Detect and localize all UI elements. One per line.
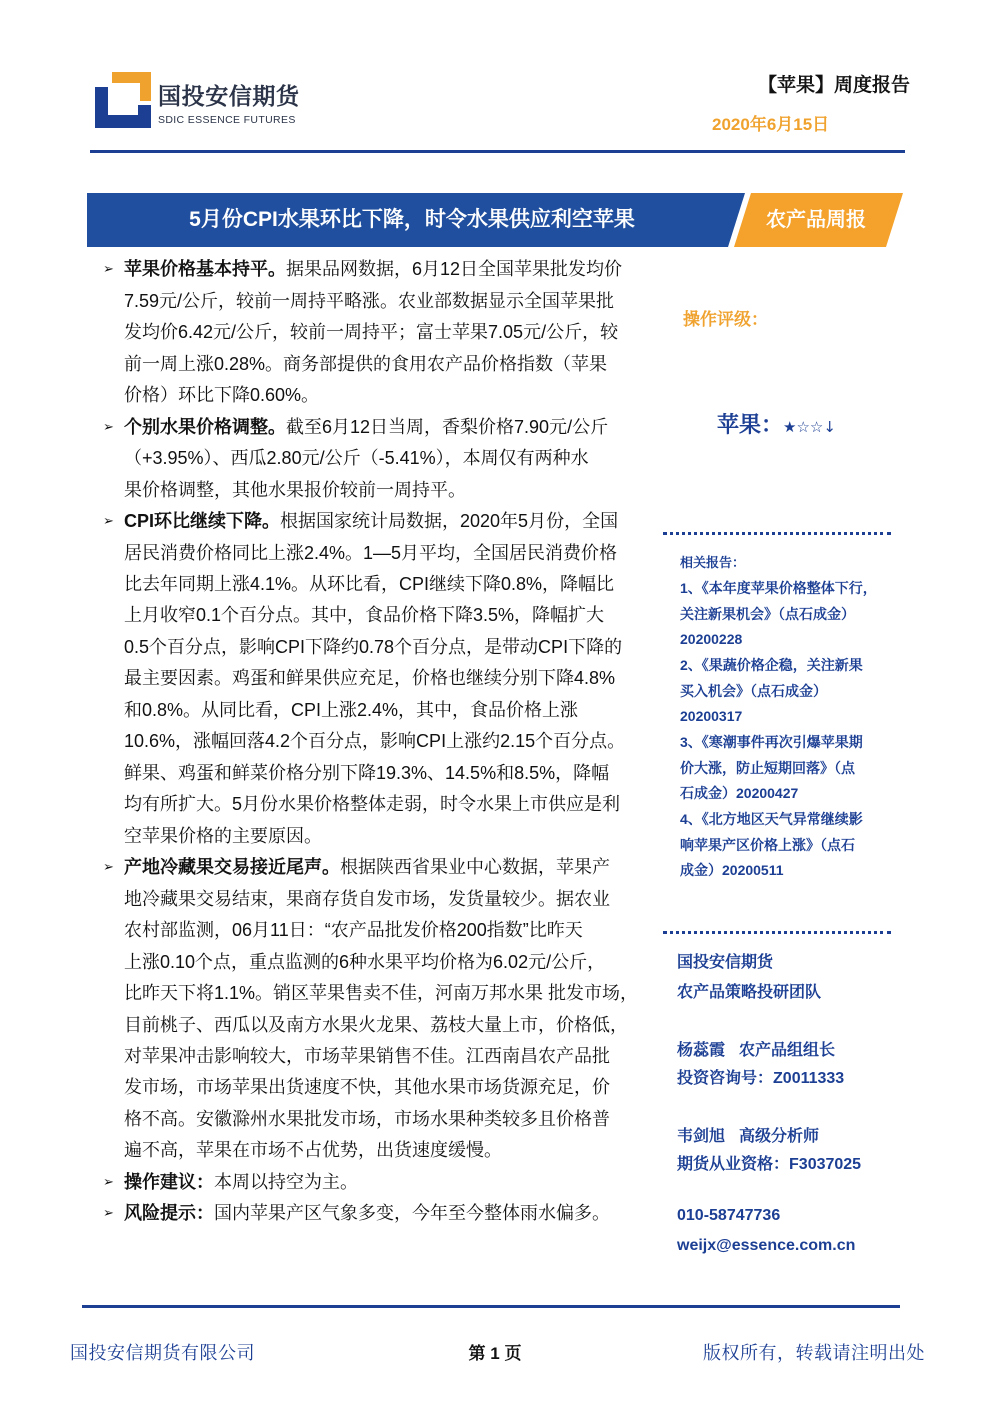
text-line: 发均价6.42元/公斤，较前一周持平；富士苹果7.05元/公斤，较: [124, 322, 619, 343]
credential-number: Z0011333: [773, 1070, 845, 1087]
text-line: 比昨天下将1.1%。销区苹果售卖不佳，河南万邦水果 批发市场，: [124, 983, 639, 1004]
text-line: 最主要因素。鸡蛋和鲜果供应充足，价格也继续分别下降4.8%: [124, 668, 616, 689]
text-line: 格不高。安徽滁州水果批发市场，市场水果种类较多且价格普: [124, 1108, 610, 1129]
text-line: [103, 852, 648, 883]
sidebar-divider: [663, 532, 891, 535]
related-report-item: [680, 807, 905, 884]
report-line: 价大涨，防止短期回落》（点: [680, 759, 855, 776]
text-line: 价格）环比下降0.60%。: [124, 385, 320, 406]
text-line: 均有所扩大。5月份水果价格整体走弱，时令水果上市供应是利: [124, 794, 621, 815]
bullet-lead: 苹果价格基本持平。: [124, 259, 286, 280]
analyst-2-credential: [677, 1154, 861, 1176]
credential-label: 投资咨询号：: [677, 1070, 774, 1087]
text-line: 地冷藏果交易结束，果商存货自发市场，发货量较少。据农业: [124, 888, 610, 909]
text-line: [103, 506, 648, 537]
text-line: [103, 254, 648, 285]
rating-stars: ★☆☆↓: [783, 418, 836, 436]
arrow-bullet-icon: [103, 852, 114, 883]
bullet-paragraph: [103, 506, 648, 852]
bullet-paragraph: [103, 412, 648, 506]
text-line: （+3.95%）、西瓜2.80元/公斤（-5.41%），本周仅有两种水: [124, 448, 589, 469]
header-divider: [90, 150, 905, 153]
footer-divider: [82, 1305, 900, 1308]
text-line: 农村部监测，06月11日：“农产品批发价格200指数”比昨天: [124, 920, 583, 941]
report-line: 1、《本年度苹果价格整体下行，: [680, 579, 877, 596]
bullet-text: 国内苹果产区气象多变，今年至今整体雨水偏多。: [214, 1203, 610, 1224]
related-report-item: [680, 730, 905, 807]
arrow-bullet-icon: [103, 254, 114, 285]
text-line: 目前桃子、西瓜以及南方水果火龙果、荔枝大量上市，价格低，: [124, 1014, 628, 1035]
text-line: 鲜果、鸡蛋和鲜菜价格分别下降19.3%、14.5%和8.5%，降幅: [124, 762, 610, 783]
related-report-item: [680, 653, 905, 730]
team-company: 国投安信期货: [677, 954, 774, 971]
footer-copyright: 版权所有，转载请注明出处: [703, 1343, 925, 1364]
bullet-paragraph: [103, 1198, 648, 1229]
text-line: 比去年同期上涨4.1%。从环比看，CPI继续下降0.8%，降幅比: [124, 573, 615, 594]
analyst-2: [677, 1126, 819, 1148]
logo-name-cn: 国投安信期货: [158, 83, 300, 109]
report-type-title: 【苹果】周度报告: [757, 75, 910, 96]
bullet-paragraph: [103, 254, 648, 411]
report-line: 成金）20200511: [680, 862, 784, 879]
analyst-1-credential: [677, 1068, 844, 1090]
arrow-bullet-icon: [103, 1167, 114, 1198]
bullet-text: 根据陕西省果业中心数据，苹果产: [340, 857, 610, 878]
related-reports: [680, 550, 905, 884]
report-line: 2、《果蔬价格企稳，关注新果: [680, 656, 863, 673]
text-line: 上月收窄0.1个百分点。其中，食品价格下降3.5%，降幅扩大: [124, 605, 605, 626]
rating: [717, 410, 836, 443]
sidebar-divider: [663, 931, 891, 934]
related-report-item: [680, 576, 905, 653]
text-line: 对苹果冲击影响较大，市场苹果销售不佳。江西南昌农产品批: [124, 1046, 610, 1067]
contact-phone: 010-58747736: [677, 1207, 781, 1224]
logo-name-en: SDIC ESSENCE FUTURES: [158, 114, 296, 126]
banner-title: 5月份CPI水果环比下降，时令水果供应利空苹果: [189, 208, 635, 231]
credential-label: 期货从业资格：: [677, 1156, 790, 1173]
report-line: 买入机会》（点石成金）: [680, 682, 827, 699]
text-line: 前一周上涨0.28%。商务部提供的食用农产品价格指数（苹果: [124, 353, 608, 374]
report-line: 关注新果机会》（点石成金）: [680, 605, 855, 622]
related-reports-heading: 相关报告：: [680, 555, 746, 571]
text-line: 上涨0.10个点，重点监测的6种水果平均价格为6.02元/公斤，: [124, 951, 606, 972]
report-line: 20200228: [680, 631, 743, 648]
rating-label: 操作评级：: [683, 310, 768, 329]
analyst-1: [677, 1040, 835, 1062]
bullet-text: 根据国家统计局数据，2020年5月份，全国: [280, 511, 619, 532]
rating-commodity: 苹果：: [717, 412, 784, 437]
bullet-lead: 风险提示：: [124, 1203, 214, 1224]
bullet-text: 本周以持空为主。: [214, 1171, 358, 1192]
analyst-name: 韦剑旭: [677, 1128, 726, 1145]
contact-email: weijx@essence.com.cn: [677, 1237, 856, 1254]
sdic-essence-logo-icon: [95, 72, 151, 128]
main-body: [103, 254, 648, 1230]
arrow-bullet-icon: [103, 1198, 114, 1229]
analyst-title: 高级分析师: [739, 1128, 820, 1145]
analyst-title: 农产品组组长: [739, 1042, 836, 1059]
text-line: 果价格调整，其他水果报价较前一周持平。: [124, 479, 466, 500]
text-line: 发市场，市场苹果出货速度不快，其他水果市场货源充足，价: [124, 1077, 610, 1098]
text-line: 10.6%，涨幅回落4.2个百分点，影响CPI上涨约2.15个百分点。: [124, 731, 626, 752]
bullet-lead: CPI环比继续下降。: [124, 511, 281, 532]
text-line: [103, 412, 648, 443]
arrow-bullet-icon: [103, 412, 114, 443]
text-line: 0.5个百分点，影响CPI下降约0.78个百分点，是带动CPI下降的: [124, 636, 623, 657]
bullet-lead: 个别水果价格调整。: [124, 416, 286, 437]
text-line: [103, 1198, 648, 1229]
report-line: 4、《北方地区天气异常继续影: [680, 811, 863, 828]
report-line: 3、《寒潮事件再次引爆苹果期: [680, 733, 863, 750]
arrow-bullet-icon: [103, 506, 114, 537]
team-division: 农产品策略投研团队: [677, 984, 822, 1001]
text-line: 和0.8%。从同比看，CPI上涨2.4%，其中，食品价格上涨: [124, 699, 579, 720]
text-line: 7.59元/公斤，较前一周持平略涨。农业部数据显示全国苹果批: [124, 290, 615, 311]
bullet-paragraph: [103, 1167, 648, 1198]
bullet-paragraph: [103, 852, 648, 1167]
text-line: 遍不高，苹果在市场不占优势，出货速度缓慢。: [124, 1140, 502, 1161]
bullet-lead: 产地冷藏果交易接近尾声。: [124, 857, 340, 878]
company-logo: [95, 72, 310, 130]
banner-category: 农产品周报: [766, 209, 866, 231]
text-line: [103, 1167, 648, 1198]
title-banner: [87, 193, 903, 247]
report-date: 2020年6月15日: [712, 115, 830, 134]
report-line: 石成金）20200427: [680, 785, 799, 802]
text-line: 居民消费价格同比上涨2.4%。1—5月平均，全国居民消费价格: [124, 542, 618, 563]
bullet-text: 据果品网数据，6月12日全国苹果批发均价: [286, 259, 623, 280]
text-line: 空苹果价格的主要原因。: [124, 825, 322, 846]
report-line: 20200317: [680, 708, 743, 725]
bullet-lead: 操作建议：: [124, 1171, 214, 1192]
credential-number: F3037025: [789, 1156, 862, 1173]
footer-company: 国投安信期货有限公司: [70, 1343, 255, 1364]
analyst-name: 杨蕊霞: [677, 1042, 726, 1059]
page-number: 第 1 页: [468, 1344, 522, 1363]
report-line: 响苹果产区价格上涨》（点石: [680, 836, 855, 853]
bullet-text: 截至6月12日当周，香梨价格7.90元/公斤: [286, 416, 609, 437]
